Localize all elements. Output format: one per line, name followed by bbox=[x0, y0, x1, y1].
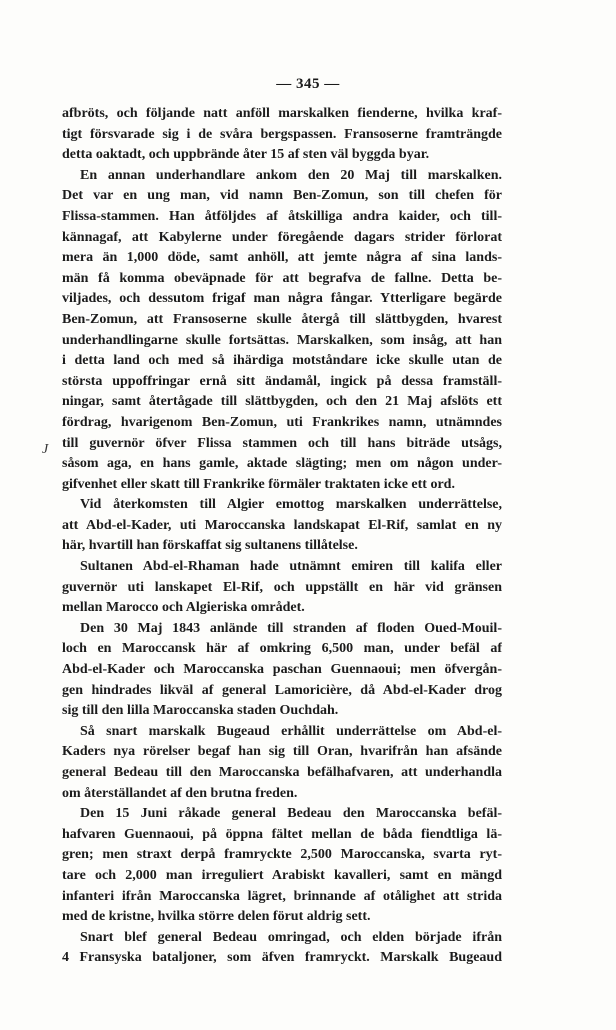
text-line: kännagaf, att Kabylerne under föregående dagars strider förlorat bbox=[62, 229, 502, 245]
text-line: En annan underhandlare ankom den 20 Maj till marskalken. bbox=[80, 167, 502, 183]
text-line: Flissa-stammen. Han åtföljdes af åtskilliga andra kaider, och till- bbox=[62, 208, 502, 224]
text-line: Den 15 Juni råkade general Bedeau den Maroccanska befäl- bbox=[80, 806, 502, 822]
text-line: mellan Marocco och Algieriska området. bbox=[62, 600, 305, 616]
text-line: general Bedeau till den Maroccanska befälhafvaren, att underhandla bbox=[62, 765, 502, 780]
text-line: underhandlingarne skulle fortsättas. Marskalken, som insåg, att han bbox=[62, 332, 502, 348]
text-line: Den 30 Maj 1843 anlände till stranden af floden Oued-Mouil- bbox=[80, 620, 502, 636]
text-line: tigt försvarade sig i de svåra bergspassen. Fransoserne framträngde bbox=[62, 126, 502, 142]
text-line: om återställandet af den brutna freden. bbox=[62, 785, 298, 801]
text-line: fördrag, hvarigenom Ben-Zomun, uti Frankrikes namn, utnämndes bbox=[62, 414, 502, 430]
text-line: i detta land och med så ihärdiga motståndare icke skulle utan de bbox=[62, 353, 502, 369]
text-line: tare och 2,000 man irreguliert Arabiskt kavalleri, samt en mängd bbox=[62, 867, 502, 883]
text-line: såsom aga, en hans gamle, aktade slägting; men om någon under- bbox=[62, 456, 502, 472]
text-line: gren; men straxt derpå framryckte 2,500 Maroccanska, svarta ryt- bbox=[62, 847, 502, 863]
text-line: detta oaktadt, och uppbrände åter 15 af sten väl byggda byar. bbox=[62, 147, 430, 163]
text-line: till guvernör öfver Flissa stammen och till hans biträde utsågs, bbox=[62, 435, 502, 451]
text-line: Så snart marskalk Bugeaud erhållit underrättelse om Abd-el- bbox=[80, 723, 502, 739]
text-line: Ben-Zomun, att Fransoserne skulle återgå till slättbygden, hvarest bbox=[62, 311, 502, 327]
text-line: Abd-el-Kader och Maroccanska paschan Guennaoui; men öfvergån- bbox=[62, 662, 502, 678]
text-line: infanteri ifrån Maroccanska lägret, brinnande af otålighet att strida bbox=[62, 888, 502, 904]
text-line: att Abd-el-Kader, uti Maroccanska landskapat El-Rif, samlat en ny bbox=[62, 517, 502, 533]
text-line: mera än 1,000 döde, samt anhöll, att jemte några af sina lands- bbox=[62, 250, 502, 266]
page-number: — 345 — bbox=[276, 76, 340, 92]
margin-annotation: J bbox=[42, 442, 49, 457]
text-line: afbröts, och följande natt anföll marskalken fienderne, hvilka kraf- bbox=[62, 106, 502, 121]
text-line: med de kristne, hvilka större delen förut aldrig sett. bbox=[62, 909, 371, 925]
text-line: gen hindrades likväl af general Lamoricière, då Abd-el-Kader drog bbox=[62, 682, 502, 698]
text-line: 4 Fransyska bataljoner, som äfven framryckt. Marskalk Bugeaud bbox=[62, 950, 502, 966]
text-line: Sultanen Abd-el-Rhaman hade utnämnt emiren till kalifa eller bbox=[80, 559, 502, 575]
body-text bbox=[62, 104, 502, 969]
text-line: här, hvartill han förskaffat sig sultanens tillåtelse. bbox=[62, 538, 358, 554]
text-line: loch en Maroccansk här af omkring 6,500 man, under befäl af bbox=[62, 641, 502, 657]
text-line: sig till den lilla Maroccanska staden Ouchdah. bbox=[62, 703, 339, 719]
text-line: viljades, och dessutom frigaf man några fångar. Ytterligare begärde bbox=[62, 291, 502, 307]
text-line: Det var en ung man, vid namn Ben-Zomun, son till chefen för bbox=[62, 188, 502, 204]
text-line: största uppoffringar ernå sitt ändamål, ingick på dessa framställ- bbox=[62, 373, 502, 389]
text-line: Snart blef general Bedeau omringad, och elden började ifrån bbox=[80, 929, 502, 945]
text-line: guvernör uti lanskapet El-Rif, och uppställt en här vid gränsen bbox=[62, 579, 502, 595]
text-line: ningar, samt återtågade till slättbygden, och den 21 Maj afslöts ett bbox=[62, 394, 502, 410]
text-line: Vid återkomsten till Algier emottog marskalken underrättelse, bbox=[80, 497, 502, 513]
text-line: gifvenhet eller skatt till Frankrike förmäler traktaten icke ett ord. bbox=[62, 476, 455, 492]
text-line: Kaders nya rörelser begaf han sig till Oran, hvarifrån han afsände bbox=[62, 744, 502, 760]
text-line: män få komma obeväpnade för att begrafva de fallne. Detta be- bbox=[62, 270, 502, 286]
text-line: hafvaren Guennaoui, på öppna fältet mellan de båda fiendtliga lä- bbox=[62, 826, 502, 842]
